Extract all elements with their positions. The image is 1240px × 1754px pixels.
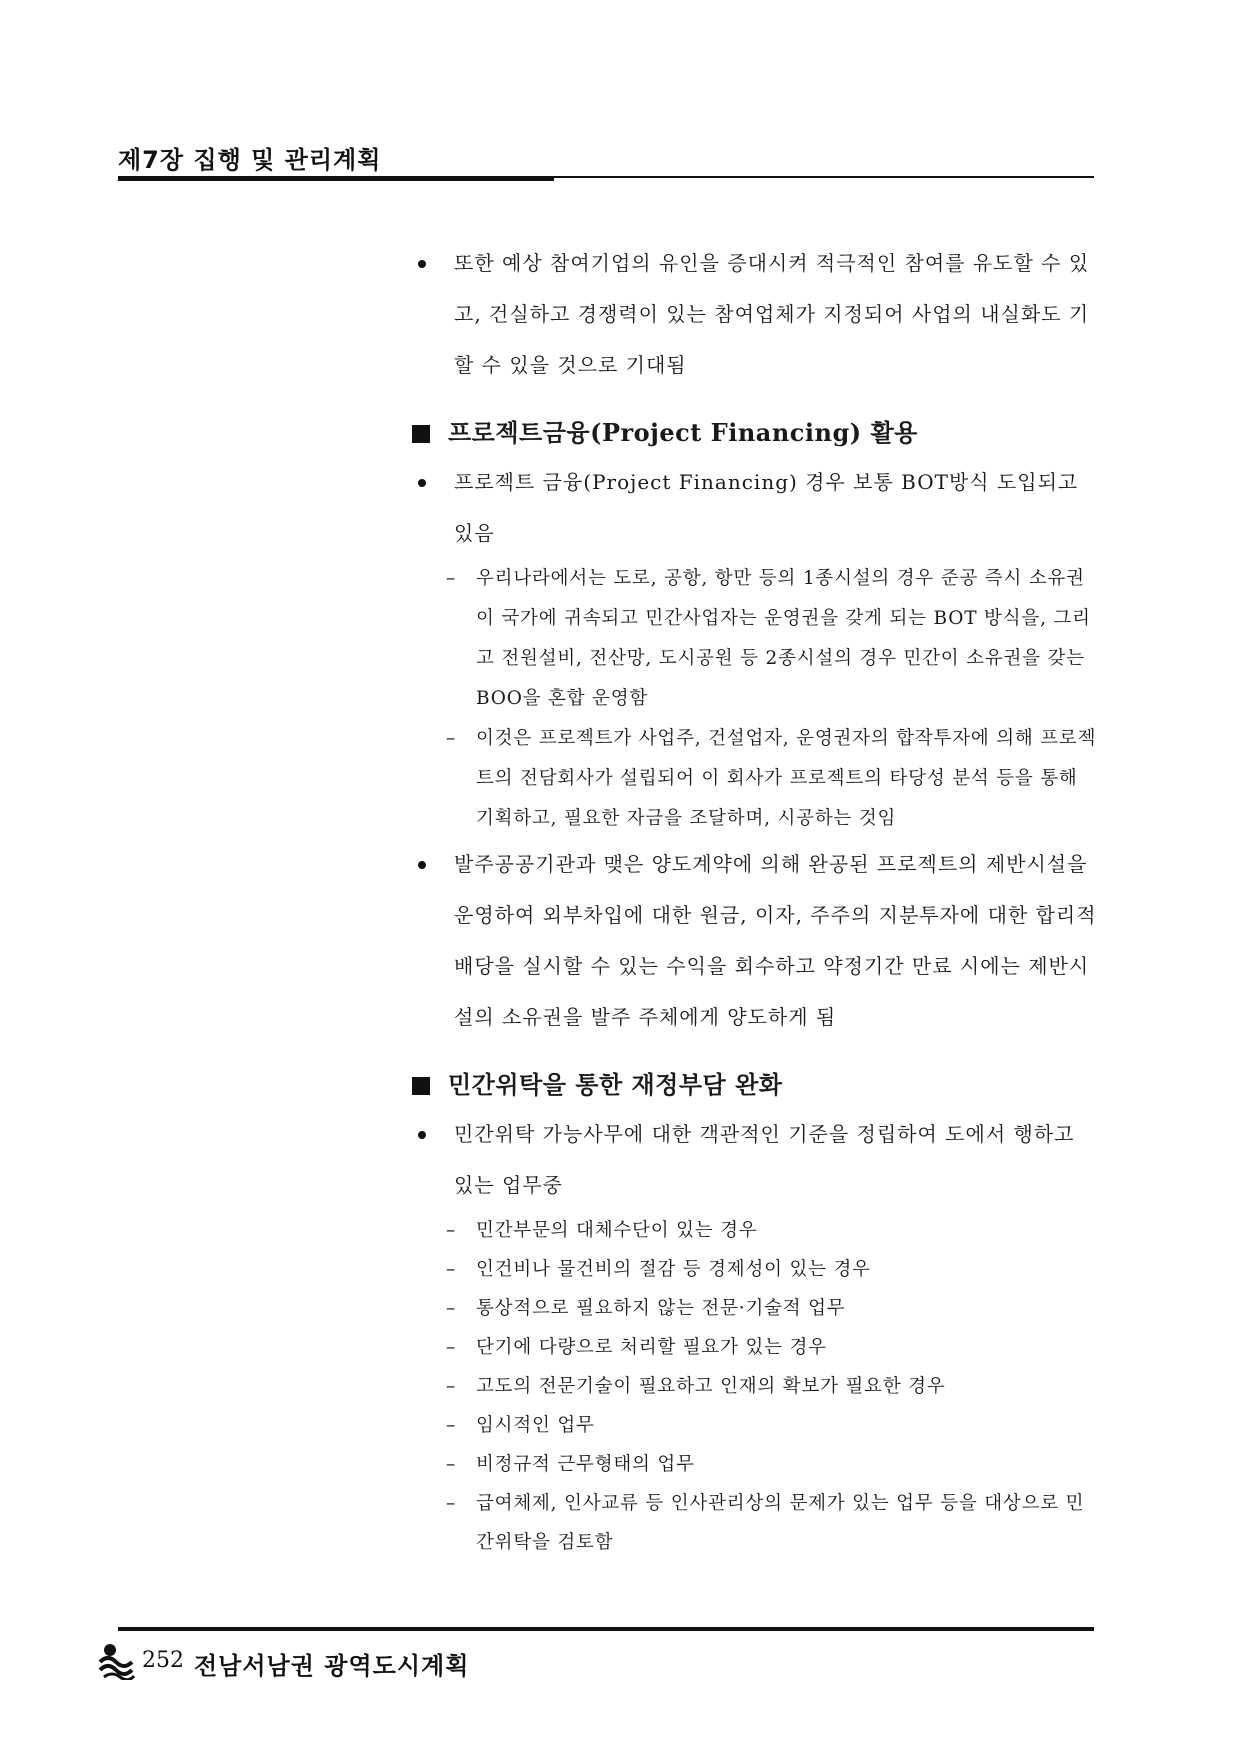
list-item (412, 1211, 1098, 1250)
section1-title-text: 프로젝트금융(Project Financing) 활용 (448, 418, 918, 447)
list-item-text: 고도의 전문기술이 필요하고 인재의 확보가 필요한 경우 (476, 1376, 946, 1397)
header-rule-thin (554, 176, 1094, 178)
dash-icon: – (446, 1337, 457, 1358)
list-item (412, 1406, 1098, 1445)
bullet-icon (418, 1131, 426, 1139)
dash-icon: – (446, 1220, 457, 1241)
chapter-header: 제7장 집행 및 관리계획 (118, 146, 382, 174)
square-bullet-icon (412, 425, 430, 443)
section2-bullet-1-text: 민간위탁 가능사무에 대한 객관적인 기준을 정립하여 도에서 행하고 있는 업무중 (454, 1122, 1075, 1197)
list-item-text: 인건비나 물건비의 절감 등 경제성이 있는 경우 (476, 1259, 871, 1280)
list-item (412, 1367, 1098, 1406)
dash-icon: – (446, 1493, 457, 1514)
dash-icon: – (446, 1376, 457, 1397)
square-bullet-icon (412, 1077, 430, 1095)
section2-dash-list (412, 1211, 1098, 1562)
page-number: 252 (142, 1648, 184, 1673)
intro-bullet (412, 238, 1098, 391)
list-item-text: 급여체제, 인사교류 등 인사관리상의 문제가 있는 업무 등을 대상으로 민간위탁을 검토함 (476, 1493, 1085, 1553)
section-title-private-outsourcing (412, 1065, 1098, 1105)
bullet-icon (418, 479, 426, 487)
header-rule (118, 176, 554, 181)
bullet-icon (418, 861, 426, 869)
section1-bullet-1 (412, 457, 1098, 559)
list-item-text: 임시적인 업무 (476, 1415, 595, 1436)
intro-bullet-text: 또한 예상 참여기업의 유인을 증대시켜 적극적인 참여를 유도할 수 있고, 건실하고 경쟁력이 있는 참여업체가 지정되어 사업의 내실화도 기할 수 있을 것으로 기대됨 (454, 251, 1090, 377)
section2-title-text: 민간위탁을 통한 재정부담 완화 (448, 1070, 783, 1099)
list-item (412, 1484, 1098, 1562)
section1-bullet-2-text: 발주공공기관과 맺은 양도계약에 의해 완공된 프로젝트의 제반시설을 운영하여 외부차입에 대한 원금, 이자, 주주의 지분투자에 대한 합리적 배당을 실시할 수 있는 수익을 회수하고 약정기간 만료 시에는 제반시설의 소유권을 발주 주체에게 양도하게 됨 (454, 852, 1097, 1029)
dash-icon: – (446, 1454, 457, 1475)
main-content (412, 238, 1098, 1562)
list-item (412, 1328, 1098, 1367)
list-item-text: 비정규적 근무형태의 업무 (476, 1454, 695, 1475)
list-item (412, 1445, 1098, 1484)
list-item-text: 통상적으로 필요하지 않는 전문·기술적 업무 (476, 1298, 846, 1319)
list-item-text: 단기에 다량으로 처리할 필요가 있는 경우 (476, 1337, 827, 1358)
section2-bullet-1 (412, 1109, 1098, 1211)
section-title-project-financing (412, 413, 1098, 453)
logo-icon (96, 1640, 136, 1680)
dash-icon: – (446, 1415, 457, 1436)
section1-dash-2-text: 이것은 프로젝트가 사업주, 건설업자, 운영권자의 합작투자에 의해 프로젝트의 전담회사가 설립되어 이 회사가 프로젝트의 타당성 분석 등을 통해 기획하고, 필요한 자금을 조달하며, 시공하는 것임 (476, 728, 1097, 829)
section1-bullet-1-text: 프로젝트 금융(Project Financing) 경우 보통 BOT방식 도입되고 있음 (454, 470, 1079, 545)
dash-icon: – (446, 1298, 457, 1319)
dash-icon: – (446, 728, 457, 749)
section1-dash-1 (412, 559, 1098, 719)
section1-bullet-2 (412, 839, 1098, 1043)
dash-icon: – (446, 1259, 457, 1280)
list-item (412, 1250, 1098, 1289)
footer-book-title: 전남서남권 광역도시계획 (194, 1652, 470, 1680)
section1-dash-1-text: 우리나라에서는 도로, 공항, 항만 등의 1종시설의 경우 준공 즉시 소유권이 국가에 귀속되고 민간사업자는 운영권을 갖게 되는 BOT 방식을, 그리고 전원설비, 전산망, 도시공원 등 2종시설의 경우 민간이 소유권을 갖는 BOO을 혼합 운영함 (476, 568, 1091, 709)
bullet-icon (418, 260, 426, 268)
footer-rule (118, 1627, 1094, 1631)
section1-dash-2 (412, 719, 1098, 839)
dash-icon: – (446, 568, 457, 589)
list-item-text: 민간부문의 대체수단이 있는 경우 (476, 1220, 758, 1241)
list-item (412, 1289, 1098, 1328)
